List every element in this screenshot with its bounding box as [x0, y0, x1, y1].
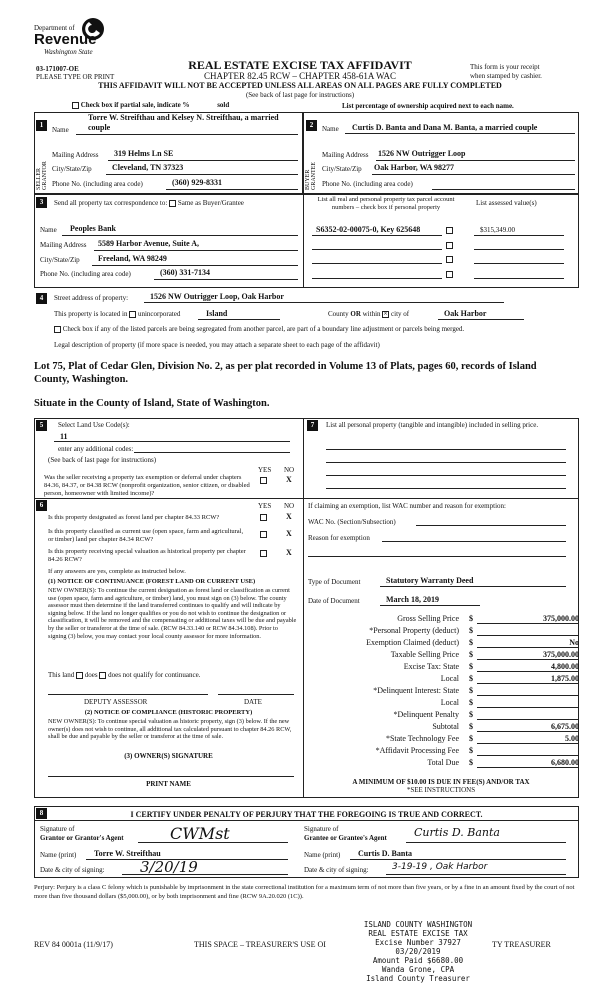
section-1-badge: 1 [36, 120, 47, 131]
buyer-side-label: BUYER GRANTEE [305, 162, 317, 190]
dor-logo [34, 16, 124, 60]
grantee-name: Curtis D. Banta [358, 849, 413, 858]
grantor-signature: CWMst [170, 824, 230, 843]
receipt-note: This form is your receipt [470, 63, 540, 71]
seller-phone: (360) 929-8331 [172, 178, 222, 187]
tax-row-label: Local [440, 674, 459, 683]
section-5-badge: 5 [36, 420, 47, 431]
treasurer-stamp [348, 920, 488, 983]
forest-yes-checkbox[interactable] [260, 514, 267, 521]
personal-property-label: List all personal property (tangible and intangible) included in selling price. [326, 421, 539, 429]
tax-row-currency: $ [469, 662, 473, 671]
same-as-buyer-checkbox[interactable] [169, 200, 176, 207]
tax-addr-label: Mailing Address [40, 241, 87, 249]
certify-statement: I CERTIFY UNDER PENALTY OF PERJURY THAT THE FOREGOING IS TRUE AND CORRECT. [130, 810, 483, 819]
doc-date: March 18, 2019 [386, 595, 439, 604]
tax-row-currency: $ [469, 626, 473, 635]
unincorporated-checkbox[interactable] [129, 311, 136, 318]
forest-no-answer: X [286, 512, 292, 521]
seller-city-label: City/State/Zip [52, 165, 92, 173]
if-yes-note: If any answers are yes, complete as instructed below. [48, 568, 186, 575]
tax-city: Freeland, WA 98249 [98, 254, 167, 263]
grantor-name-label: Name (print) [40, 851, 77, 859]
tax-row-label: Exemption Claimed (deduct) [366, 638, 459, 647]
tax-row-currency: $ [469, 638, 473, 647]
exemption-label: If claiming an exemption, list WAC number and reason for exemption: [308, 502, 506, 510]
tax-row-currency: $ [469, 746, 473, 755]
stamp-line: ISLAND COUNTY WASHINGTON [363, 920, 473, 929]
grantee-sig-of: Signature of [304, 825, 339, 833]
section-2-badge: 2 [306, 120, 317, 131]
sec5-see-back: (See back of last page for instructions) [48, 456, 157, 464]
section-3-badge: 3 [36, 197, 47, 208]
stamp-line: Island County Treasurer [366, 974, 470, 983]
grantee-agent-label: Grantee or Grantee's Agent [304, 834, 387, 842]
list-parcels-label: List all real and personal property tax parcel account numbers – check box if personal property [317, 196, 455, 211]
section-6-badge: 6 [36, 500, 47, 511]
additional-codes: enter any additional codes: [58, 445, 134, 453]
notice1-text: NEW OWNER(S): To continue the current designation as forest land or classification as current use (open space, farm and agriculture, or timber) land, you must sign on (3) below. The county assessor must then determine if the land transferred continues to qualify and will indicate by signing below. If the land no longer qualifies or you do not wish to continue the designation or classification, it will be removed and the compensating or additional taxes will be due and payable by the seller or transferor at the time of sale. (RCW 84.33.140 or RCW 84.34.108). Prior to signing (3) below, you may contact your local county assessor for more information. [48, 587, 297, 640]
grantor-name: Torre W. Streifthau [94, 849, 161, 858]
dept-state: Washington State [44, 48, 93, 56]
tax-row-label: Gross Selling Price [397, 614, 459, 623]
tax-row-currency: $ [469, 614, 473, 623]
tax-row-value: 1,875.00 [477, 674, 579, 684]
land-use-code: 11 [60, 432, 68, 441]
county-name: Island [206, 309, 228, 318]
tax-row [309, 758, 579, 769]
exempt-yes-checkbox[interactable] [260, 477, 267, 484]
wac-label: WAC No. (Section/Subsection) [308, 518, 396, 526]
land-qualify-line: This land does does not qualify for continuance. [48, 671, 201, 679]
stamp-line: 03/20/2019 [395, 947, 441, 956]
does-not-qualify-checkbox[interactable] [99, 672, 106, 679]
minimum-note: A MINIMUM OF $10.00 IS DUE IN FEE(S) AND/OR TAX [352, 778, 530, 786]
buyer-city-label: City/State/Zip [322, 165, 362, 173]
buyer-addr-label: Mailing Address [322, 151, 369, 159]
sec6-no: NO [284, 502, 295, 510]
owner-signature-label: (3) OWNER(S) SIGNATURE [124, 752, 213, 760]
parcel-2-checkbox[interactable] [446, 242, 453, 249]
tax-row [309, 650, 579, 661]
grantee-date-label: Date & city of signing: [304, 866, 369, 874]
street-label: Street address of property: [54, 294, 129, 302]
historic-no-answer: X [286, 548, 292, 557]
tax-row-value [477, 686, 579, 696]
located-line: This property is located in unincorporated [54, 310, 181, 318]
tax-phone-label: Phone No. (including area code) [40, 270, 131, 278]
buyer-address: 1526 NW Outrigger Loop [378, 149, 466, 158]
section-8-badge: 8 [36, 808, 47, 819]
segregated-checkbox[interactable] [54, 326, 61, 333]
tax-row-value: 4,800.00 [477, 662, 579, 672]
grantor-date-label: Date & city of signing: [40, 866, 105, 874]
tax-row-currency: $ [469, 758, 473, 767]
deputy-assessor-label: DEPUTY ASSESSOR [84, 698, 148, 706]
sec5-yes: YES [258, 466, 272, 474]
legal-description: Lot 75, Plat of Cedar Glen, Division No. 2, as per plat recorded in Volume 13 of Plats, pages 60, records of Island County, Washington. [34, 361, 537, 385]
seller-city: Cleveland, TN 37323 [112, 163, 184, 172]
grantee-date: 3-19-19 , Oak Harbor [392, 862, 488, 872]
tax-row-value: 375,000.00 [477, 614, 579, 624]
form-chapter: CHAPTER 82.45 RCW – CHAPTER 458-61A WAC [204, 71, 396, 81]
notice1-title: (1) NOTICE OF CONTINUANCE (FOREST LAND OR CURRENT USE) [48, 578, 256, 585]
tax-row-label: *Delinquent Penalty [393, 710, 459, 719]
tax-row-value: 6,680.00 [477, 758, 579, 768]
tax-row-value [477, 698, 579, 708]
exempt-no-answer: X [286, 475, 292, 484]
treasurer-space: THIS SPACE – TREASURER'S USE OI [194, 940, 326, 949]
stamp-line: Wanda Grone, CPA [381, 965, 455, 974]
tax-row-currency: $ [469, 710, 473, 719]
form-warning: THIS AFFIDAVIT WILL NOT BE ACCEPTED UNLESS ALL AREAS ON ALL PAGES ARE FULLY COMPLETED [98, 81, 502, 90]
notice2-text: NEW OWNER(S): To continue special valuation as historic property, sign (3) below. If the new owner(s) does not wish to continue, all additional tax calculated pursuant to chapter 84.26 RCW, shall be due and payable by the seller or transferor at the time of sale. [48, 718, 292, 741]
receipt-note2: when stamped by cashier. [470, 72, 542, 80]
tax-row-label: *Delinquent Interest: State [373, 686, 459, 695]
please-print: PLEASE TYPE OR PRINT [36, 73, 115, 81]
tax-row-label: Total Due [427, 758, 459, 767]
tax-address: 5589 Harbor Avenue, Suite A, [98, 239, 200, 248]
tax-row-currency: $ [469, 686, 473, 695]
tax-row-label: *State Technology Fee [385, 734, 459, 743]
tax-row-label: *Affidavit Processing Fee [375, 746, 459, 755]
county-or-city: County OR within × city of [328, 310, 409, 318]
tax-row-value [477, 746, 579, 756]
tax-row [309, 734, 579, 745]
buyer-city: Oak Harbor, WA 98277 [374, 163, 455, 172]
tax-row [309, 686, 579, 697]
partial-sale-checkbox[interactable] [72, 102, 79, 109]
sec5-no: NO [284, 466, 295, 474]
forest-question: Is this property designated as forest land per chapter 84.33 RCW? [48, 514, 220, 521]
buyer-name-label: Name [322, 125, 339, 133]
parcel-1-checkbox[interactable] [446, 227, 453, 234]
doc-number: 03-171007-OE [36, 65, 79, 73]
dept-line1: Department of [34, 24, 75, 32]
reason-label: Reason for exemption [308, 534, 370, 542]
doc-date-label: Date of Document [308, 597, 360, 605]
tax-row [309, 674, 579, 685]
tax-row [309, 638, 579, 649]
legal-desc-label: Legal description of property (if more space is needed, you may attach a separate sheet to each page of the affidavit) [54, 341, 380, 349]
street-address: 1526 NW Outrigger Loop, Oak Harbor [150, 292, 284, 301]
rev-number: REV 84 0001a (11/9/17) [34, 940, 113, 949]
grantee-signature: Curtis D. Banta [414, 826, 500, 839]
sec6-yes: YES [258, 502, 272, 510]
tax-row [309, 662, 579, 673]
land-use-label: Select Land Use Code(s): [58, 421, 130, 429]
tax-row [309, 698, 579, 709]
grantor-date: 3/20/19 [140, 858, 198, 876]
treasurer-space-end: TY TREASURER [492, 940, 551, 949]
tax-row-value: 375,000.00 [477, 650, 579, 660]
tax-row-currency: $ [469, 698, 473, 707]
section-7-badge: 7 [307, 420, 318, 431]
assessed-value: $315,349.00 [480, 226, 515, 234]
tax-row-value: 6,675.00 [477, 722, 579, 732]
doc-type-label: Type of Document [308, 578, 361, 586]
tax-name: Peoples Bank [70, 224, 117, 233]
see-instructions: *SEE INSTRUCTIONS [406, 786, 476, 794]
deputy-date-label: DATE [244, 698, 262, 706]
tax-row-label: Local [440, 698, 459, 707]
situate-text: Situate in the County of Island, State of Washington. [34, 398, 270, 409]
historic-yes-checkbox[interactable] [260, 550, 267, 557]
current-use-yes-checkbox[interactable] [260, 531, 267, 538]
parcel-number: S6352-02-00075-0, Key 625648 [316, 225, 421, 234]
exempt-question: Was the seller receiving a property tax exemption or deferral under chapters 84.36, 84.37, or 84.38 RCW (nonprofit organization, senior citizen, or disabled person, homeowner with limited income)? [44, 474, 250, 497]
tax-row [309, 626, 579, 637]
grantor-sig-of: Signature of [40, 825, 75, 833]
tax-row-value: 5.00 [477, 734, 579, 744]
tax-row-currency: $ [469, 722, 473, 731]
parcel-3-checkbox[interactable] [446, 256, 453, 263]
tax-row-currency: $ [469, 674, 473, 683]
section-4-badge: 4 [36, 293, 47, 304]
does-qualify-checkbox[interactable] [76, 672, 83, 679]
stamp-line: REAL ESTATE EXCISE TAX [368, 929, 468, 938]
stamp-line: Excise Number 37927 [375, 938, 461, 947]
print-name-label: PRINT NAME [146, 780, 191, 788]
see-back: (See back of last page for instructions) [245, 91, 355, 99]
current-use-question: Is this property classified as current use (open space, farm and agricultural, or timber) land per chapter 84.34 RCW? [48, 528, 244, 543]
within-city-checkbox[interactable] [382, 311, 389, 318]
seller-name-label: Name [52, 126, 69, 134]
doc-type: Statutory Warranty Deed [386, 576, 474, 585]
seller-side-label: SELLER GRANTOR [36, 161, 48, 190]
historic-question: Is this property receiving special valuation as historical property per chapter 84.26 RCW? [48, 548, 246, 563]
grantee-name-label: Name (print) [304, 851, 341, 859]
pct-list: List percentage of ownership acquired next to each name. [342, 102, 514, 110]
tax-row-currency: $ [469, 734, 473, 743]
list-assessed-label: List assessed value(s) [476, 199, 537, 207]
buyer-phone-label: Phone No. (including area code) [322, 180, 413, 188]
segregated-line: Check box if any of the listed parcels are being segregated from another parcel, are part of a boundary line adjustment or parcels being merged. [54, 325, 464, 333]
seller-address: 319 Helms Ln SE [114, 149, 174, 158]
tax-row [309, 722, 579, 733]
tax-city-label: City/State/Zip [40, 256, 80, 264]
tax-row [309, 710, 579, 721]
tax-phone: (360) 331-7134 [160, 268, 210, 277]
tax-row-value [477, 710, 579, 720]
tax-row-label: Subtotal [432, 722, 459, 731]
seller-name: Torre W. Streifthau and Kelsey N. Streifthau, a married couple [88, 113, 279, 132]
current-use-no-answer: X [286, 529, 292, 538]
tax-row-value: No [477, 638, 579, 648]
perjury-note: Perjury: Perjury is a class C felony which is punishable by imprisonment in the state correctional institution for a maximum term of not more than five years, or by a fine in an amount fixed by the court of not more than five thousand dollars ($5,000.00), or by both imprisonment and fine (RCW 9A.20.020 (1C)). [34, 884, 575, 900]
form-title: REAL ESTATE EXCISE TAX AFFIDAVIT [188, 58, 412, 72]
tax-row [309, 614, 579, 625]
tax-row-currency: $ [469, 650, 473, 659]
tax-name-label: Name [40, 226, 57, 234]
notice2-title: (2) NOTICE OF COMPLIANCE (HISTORIC PROPERTY) [84, 709, 253, 716]
buyer-name: Curtis D. Banta and Dana M. Banta, a married couple [352, 123, 538, 132]
seller-phone-label: Phone No. (including area code) [52, 180, 143, 188]
city-name: Oak Harbor [444, 309, 487, 318]
tax-row-value [477, 626, 579, 636]
grantor-agent-label: Grantor or Grantor's Agent [40, 834, 124, 842]
parcel-4-checkbox[interactable] [446, 271, 453, 278]
tax-row [309, 746, 579, 757]
tax-row-label: Excise Tax: State [403, 662, 459, 671]
stamp-line: Amount Paid $6680.00 [372, 956, 464, 965]
send-correspondence: Send all property tax correspondence to: Same as Buyer/Grantee [54, 199, 244, 207]
dept-name: Revenue [34, 31, 97, 48]
tax-row-label: Taxable Selling Price [390, 650, 459, 659]
tax-row-label: *Personal Property (deduct) [369, 626, 459, 635]
seller-addr-label: Mailing Address [52, 151, 99, 159]
partial-sale: Check box if partial sale, indicate % sold [72, 101, 229, 109]
